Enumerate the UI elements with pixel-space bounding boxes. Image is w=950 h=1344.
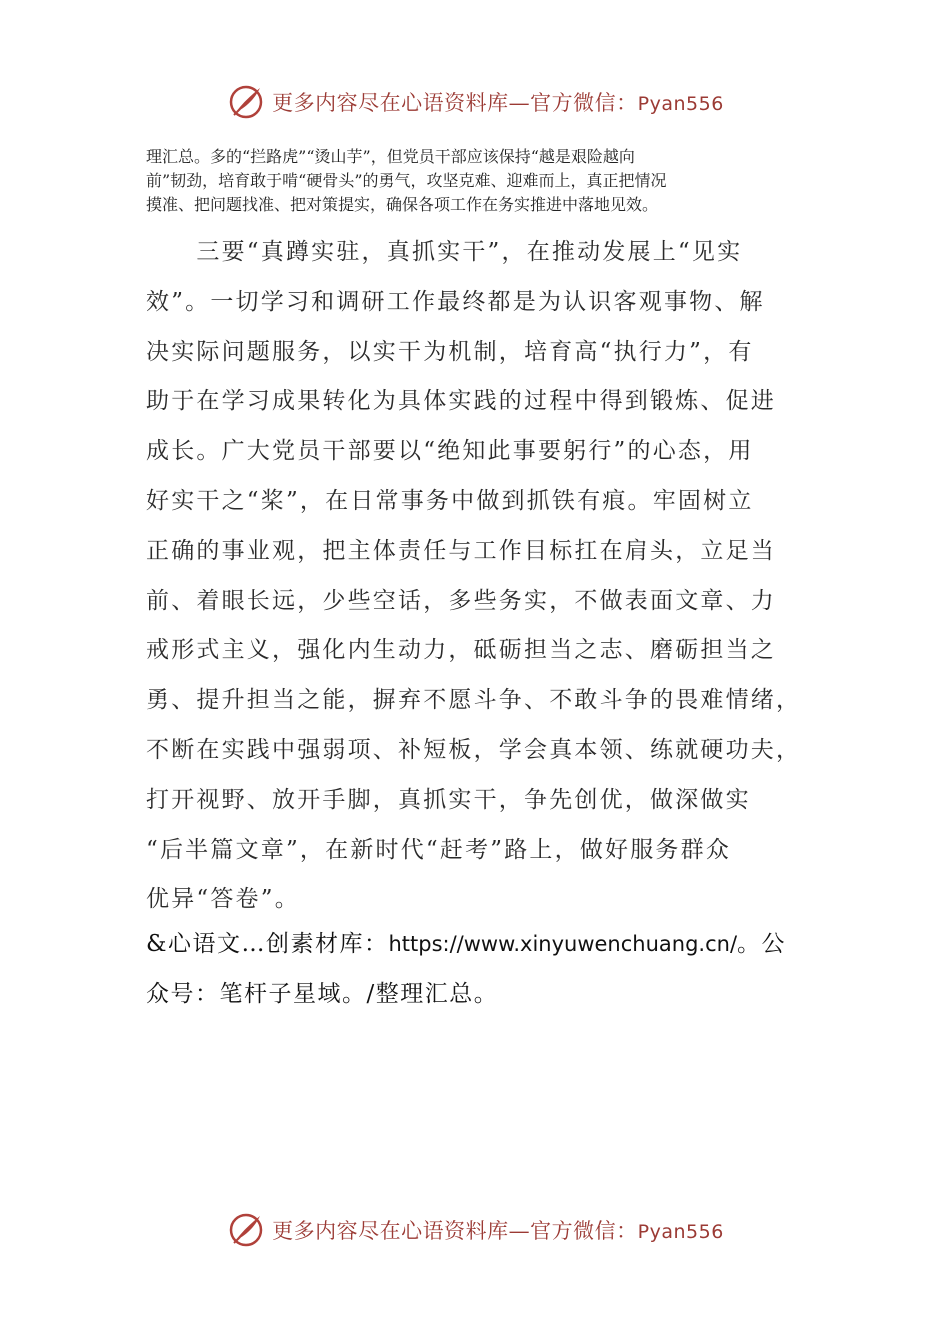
footer-banner xyxy=(0,1208,950,1252)
main-paragraph-line: 优异“答卷”。 xyxy=(146,886,300,913)
source-note-suffix: 。公 xyxy=(737,931,787,957)
quill-logo-icon xyxy=(226,82,266,122)
source-note-line: 众号：笔杆子星域。/整理汇总。 xyxy=(146,980,499,1007)
main-paragraph-line: 不断在实践中强弱项、补短板，学会真本领、练就硬功夫， xyxy=(146,736,802,763)
main-paragraph-line: 决实际问题服务，以实干为机制，培育高“执行力”，有 xyxy=(146,338,754,365)
main-paragraph-line: 戒形式主义，强化内生动力，砥砺担当之志、磨砺担当之 xyxy=(146,637,776,664)
small-paragraph-line: 前”韧劲，培育敢于啃“硬骨头”的勇气，攻坚克难、迎难而上，真正把情况 xyxy=(146,171,667,190)
main-paragraph-line: 前、着眼长远，少些空话，多些务实，不做表面文章、力 xyxy=(146,587,776,614)
footer-banner-text: 更多内容尽在心语资料库—官方微信：Pyan556 xyxy=(272,1219,724,1243)
small-paragraph-line: 摸准、把问题找准、把对策提实，确保各项工作在务实推进中落地见效。 xyxy=(146,195,659,214)
source-note xyxy=(146,920,826,1020)
header-banner xyxy=(0,80,950,124)
main-paragraph-line: “后半篇文章”，在新时代“赶考”路上，做好服务群众 xyxy=(146,836,732,863)
quill-logo-icon xyxy=(226,1210,266,1250)
main-paragraph-line: 助于在学习成果转化为具体实践的过程中得到锻炼、促进 xyxy=(146,388,776,415)
small-paragraph-line: 理汇总。多的“拦路虎”“烫山芋”，但党员干部应该保持“越是艰险越向 xyxy=(146,147,635,166)
source-url-link[interactable]: https://www.xinyuwenchuang.cn/ xyxy=(388,932,738,956)
main-paragraph-line: 勇、提升担当之能，摒弃不愿斗争、不敢斗争的畏难情绪， xyxy=(146,687,802,714)
main-paragraph-line: 效”。一切学习和调研工作最终都是为认识客观事物、解 xyxy=(146,288,765,315)
header-banner-text: 更多内容尽在心语资料库—官方微信：Pyan556 xyxy=(272,91,724,115)
source-note-line xyxy=(146,920,826,970)
main-paragraph-line: 成长。广大党员干部要以“绝知此事要躬行”的心态，用 xyxy=(146,438,754,465)
main-paragraph-line: 正确的事业观，把主体责任与工作目标扛在肩头，立足当 xyxy=(146,537,776,564)
source-note-prefix: &心语文…创素材库： xyxy=(146,931,389,957)
small-paragraph xyxy=(146,145,816,217)
main-paragraph-line: 打开视野、放开手脚，真抓实干，争先创优，做深做实 xyxy=(146,786,751,813)
main-paragraph-line: 三要“真蹲实驻，真抓实干”，在推动发展上“见实 xyxy=(146,239,743,265)
main-paragraph-line: 好实干之“桨”，在日常事务中做到抓铁有痕。牢固树立 xyxy=(146,487,754,514)
main-paragraph xyxy=(146,228,826,925)
